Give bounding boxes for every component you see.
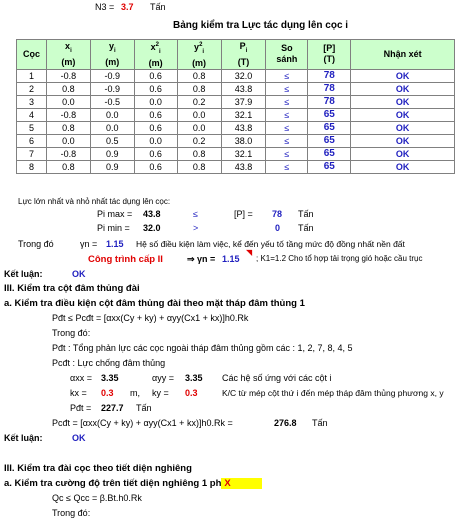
- cell-ss: ≤: [266, 82, 308, 95]
- header-nhanxet: Nhận xét: [351, 40, 455, 70]
- cell-x2: 0.0: [134, 95, 177, 108]
- cell-ss: ≤: [266, 108, 308, 121]
- cell-y2: 0.0: [177, 108, 221, 121]
- cell-coc: 6: [17, 134, 47, 147]
- cell-y: 0.5: [90, 134, 134, 147]
- table-row: [17, 147, 455, 160]
- pcdt-value: 276.8: [274, 418, 297, 428]
- pmin-unit: Tấn: [298, 223, 314, 233]
- ketluan-1-value: OK: [72, 269, 86, 279]
- pile-check-table: [16, 39, 455, 174]
- table-row: [17, 108, 455, 121]
- table-title: Bảng kiểm tra Lực tác dụng lên cọc i: [173, 20, 349, 31]
- cell-pi: 43.8: [221, 160, 266, 173]
- cell-pi: 38.0: [221, 134, 266, 147]
- cell-y: 0.0: [90, 108, 134, 121]
- pmax-label: Pi max =: [97, 209, 133, 219]
- section-3-title: III. Kiểm tra cột đâm thủng đài: [4, 283, 140, 294]
- cell-nx: OK: [351, 82, 455, 95]
- cell-coc: 3: [17, 95, 47, 108]
- p-value: 78: [272, 209, 283, 219]
- cell-coc: 4: [17, 108, 47, 121]
- cong-trinh-cap: Công trình cấp II: [88, 254, 163, 265]
- axx-label: αxx =: [70, 373, 92, 383]
- kx-label: kx =: [70, 388, 87, 398]
- pdt-unit: Tấn: [136, 403, 152, 413]
- header-coc: Cọc: [17, 40, 47, 70]
- section-3ba-title: a. Kiểm tra cường độ trên tiết diện nghiêng 1 ph X: [4, 478, 262, 489]
- cell-pi: 43.8: [221, 82, 266, 95]
- cell-nx: OK: [351, 147, 455, 160]
- header-xi: $x_i$ (m): [46, 40, 90, 70]
- cell-x2: 0.6: [134, 160, 177, 173]
- cell-x: 0.8: [46, 121, 90, 134]
- cell-coc: 1: [17, 69, 47, 82]
- kx-value: 0.3: [101, 388, 114, 398]
- gamma-value: 1.15: [106, 239, 124, 249]
- cell-x: -0.8: [46, 69, 90, 82]
- cell-x: -0.8: [46, 108, 90, 121]
- header-y2i: $y^2_i$ (m): [177, 40, 221, 70]
- cell-x2: 0.0: [134, 134, 177, 147]
- cell-y2: 0.8: [177, 160, 221, 173]
- cell-p: 78: [308, 82, 351, 95]
- cell-coc: 5: [17, 121, 47, 134]
- header-yi: $y_i$ (m): [90, 40, 134, 70]
- p-label: [P] =: [234, 209, 253, 219]
- formula-2: Qc ≤ Qcc = β.Bt.h0.Rk: [52, 493, 142, 503]
- cell-ss: ≤: [266, 134, 308, 147]
- n3-value: 3.7: [121, 2, 134, 12]
- gamma-desc: Hệ số điều kiện làm việc, kể đến yếu tố tầng mức độ đồng nhất nền đất: [136, 239, 405, 249]
- cell-nx: OK: [351, 95, 455, 108]
- pmin-value: 32.0: [143, 223, 161, 233]
- zero-value: 0: [275, 223, 281, 233]
- cell-coc: 2: [17, 82, 47, 95]
- cell-ss: ≤: [266, 160, 308, 173]
- cell-p: 78: [308, 69, 351, 82]
- k-desc: K/C từ mép cột thứ i đến mép tháp đâm thủng phương x, y: [222, 388, 444, 398]
- formula-1: Pđt ≤ Pcđt = [αxx(Cy + ky) + αyy(Cx1 + kx)]h0.Rk: [52, 313, 249, 323]
- cell-coc: 8: [17, 160, 47, 173]
- gt-sign: >: [193, 223, 199, 233]
- cell-y: -0.9: [90, 69, 134, 82]
- cell-x2: 0.6: [134, 121, 177, 134]
- table-row: [17, 69, 455, 82]
- cell-x: 0.0: [46, 95, 90, 108]
- le-sign: ≤: [193, 209, 198, 219]
- table-row: [17, 95, 455, 108]
- maxmin-intro: Lực lớn nhất và nhỏ nhất tác dụng lên cọc:: [18, 197, 171, 206]
- ketluan-2-value: OK: [72, 433, 86, 443]
- cell-x: 0.0: [46, 134, 90, 147]
- trongdo-2: Trong đó:: [52, 508, 91, 518]
- header-p: [P] (T): [308, 40, 351, 70]
- header-x2i: $x^2_i$ (m): [134, 40, 177, 70]
- cell-y2: 0.0: [177, 121, 221, 134]
- section-3a-title: a. Kiểm tra điều kiện cột đâm thủng đài theo mặt tháp đâm thủng 1: [4, 298, 305, 309]
- cell-p: 65: [308, 147, 351, 160]
- table-row: [17, 121, 455, 134]
- cell-nx: OK: [351, 108, 455, 121]
- pdt-label: Pđt =: [70, 403, 92, 413]
- cell-x: 0.8: [46, 160, 90, 173]
- cell-ss: ≤: [266, 147, 308, 160]
- ky-value: 0.3: [185, 388, 198, 398]
- gamma-arrow: ⇒ γn =: [187, 254, 216, 264]
- alpha-desc: Các hệ số ứng với các cột i: [222, 373, 332, 383]
- cell-ss: ≤: [266, 69, 308, 82]
- table-row: [17, 134, 455, 147]
- cell-nx: OK: [351, 160, 455, 173]
- cell-y2: 0.8: [177, 82, 221, 95]
- cell-pi: 43.8: [221, 121, 266, 134]
- cell-nx: OK: [351, 134, 455, 147]
- cell-ss: ≤: [266, 121, 308, 134]
- kx-unit: m,: [130, 388, 140, 398]
- cell-p: 78: [308, 95, 351, 108]
- n3-label: N3 =: [95, 2, 115, 12]
- cell-p: 65: [308, 134, 351, 147]
- cell-x: 0.8: [46, 82, 90, 95]
- cell-pi: 37.9: [221, 95, 266, 108]
- pdt-desc: Pđt : Tổng phản lực các cọc ngoài tháp đâm thủng gồm các : 1, 2, 7, 8, 4, 5: [52, 343, 353, 353]
- pcdt-unit: Tấn: [312, 418, 328, 428]
- cell-p: 65: [308, 121, 351, 134]
- cell-nx: OK: [351, 121, 455, 134]
- section-3b-title: III. Kiểm tra đài cọc theo tiết diện nghiêng: [4, 463, 192, 474]
- cell-ss: ≤: [266, 95, 308, 108]
- cell-y: -0.9: [90, 82, 134, 95]
- pcdt-desc: Pcđt : Lực chống đâm thủng: [52, 358, 166, 368]
- cell-p: 65: [308, 160, 351, 173]
- trongdo-label: Trong đó: [18, 239, 54, 249]
- cell-x2: 0.6: [134, 108, 177, 121]
- cell-pi: 32.1: [221, 108, 266, 121]
- cell-coc: 7: [17, 147, 47, 160]
- header-pi: $P_i$ (T): [221, 40, 266, 70]
- table-row: [17, 160, 455, 173]
- table-header-row: [17, 40, 455, 70]
- cell-y2: 0.2: [177, 134, 221, 147]
- pdt-value: 227.7: [101, 403, 124, 413]
- gamma-label: γn =: [80, 239, 98, 249]
- header-sosanh: So sánh: [266, 40, 308, 70]
- ketluan-1-label: Kết luận:: [4, 269, 43, 279]
- axx-value: 3.35: [101, 373, 119, 383]
- cell-nx: OK: [351, 69, 455, 82]
- trongdo-1: Trong đó:: [52, 328, 91, 338]
- cell-p: 65: [308, 108, 351, 121]
- pcdt-expr: Pcđt = [αxx(Cy + ky) + αyy(Cx1 + kx)]h0.Rk =: [52, 418, 233, 428]
- cell-y2: 0.8: [177, 147, 221, 160]
- gamma-value-2: 1.15: [222, 254, 240, 264]
- ky-label: ky =: [152, 388, 169, 398]
- ayy-value: 3.35: [185, 373, 203, 383]
- cell-y2: 0.8: [177, 69, 221, 82]
- cell-x2: 0.6: [134, 82, 177, 95]
- cell-y: 0.9: [90, 147, 134, 160]
- highlighted-cell: X: [221, 478, 262, 489]
- cell-pi: 32.0: [221, 69, 266, 82]
- cell-x: -0.8: [46, 147, 90, 160]
- ayy-label: αyy =: [152, 373, 174, 383]
- n3-unit: Tấn: [150, 2, 166, 12]
- cell-y: -0.5: [90, 95, 134, 108]
- cell-pi: 32.1: [221, 147, 266, 160]
- k1-note: ; K1=1.2 Cho tổ hợp tải trọng gió hoặc cầu trục: [256, 254, 423, 263]
- comment-marker-icon: ◥: [246, 248, 253, 257]
- pmax-unit: Tấn: [298, 209, 314, 219]
- cell-x2: 0.6: [134, 147, 177, 160]
- cell-x2: 0.6: [134, 69, 177, 82]
- pmax-value: 43.8: [143, 209, 161, 219]
- table-row: [17, 82, 455, 95]
- cell-y: 0.9: [90, 160, 134, 173]
- pmin-label: Pi min =: [97, 223, 130, 233]
- cell-y: 0.0: [90, 121, 134, 134]
- cell-y2: 0.2: [177, 95, 221, 108]
- ketluan-2-label: Kết luận:: [4, 433, 43, 443]
